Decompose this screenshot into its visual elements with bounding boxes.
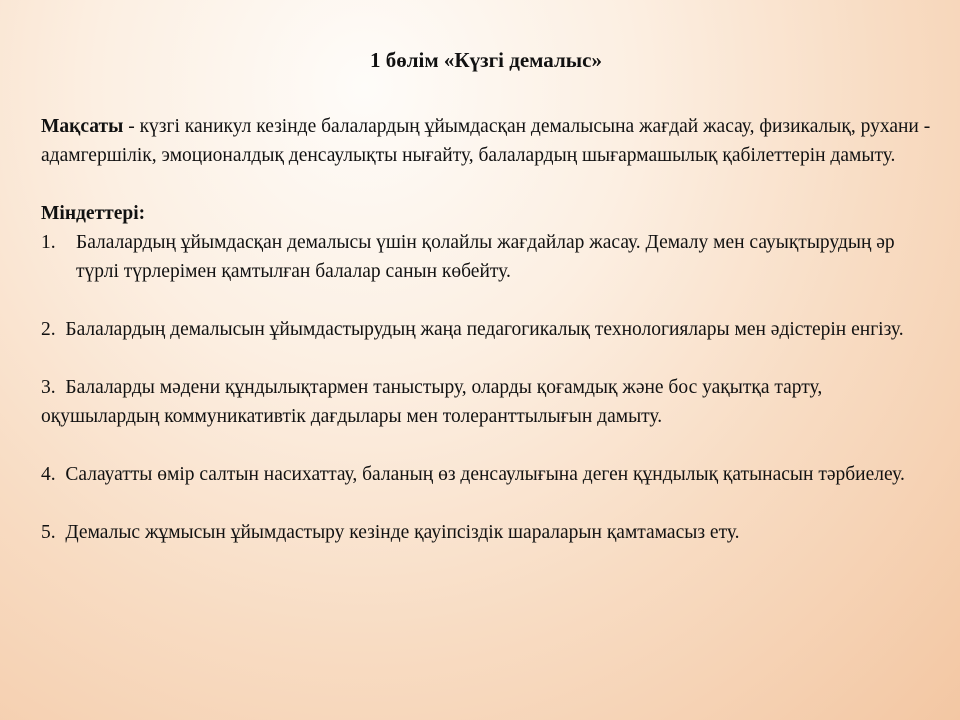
slide-body (41, 112, 931, 547)
task-text: Балалардың демалысын ұйымдастырудың жаңа педагогикалық технологиялары мен әдістерін енгізу. (65, 319, 904, 340)
task-item-2 (41, 315, 931, 344)
task-text: Балалардың ұйымдасқан демалысы үшін қолайлы жағдайлар жасау. Демалу мен сауықтырудың әр түрлі түрлерімен қамтылған балалар санын көбейту. (76, 232, 895, 282)
spacer (41, 489, 931, 518)
task-item-1 (41, 228, 931, 286)
task-item-5 (41, 518, 931, 547)
task-number: 2. (41, 319, 56, 340)
task-item-3 (41, 373, 931, 431)
task-number: 5. (41, 522, 56, 543)
task-text: Салауатты өмір салтын насихаттау, баланың өз денсаулығына деген құндылық қатынасын тәрбиелеу. (65, 464, 905, 485)
spacer (41, 344, 931, 373)
task-text: Балаларды мәдени құндылықтармен таныстыру, оларды қоғамдық және бос уақытқа тарту, оқушылардың коммуникативтік дағдылары мен толеранттылығын дамыту. (41, 377, 823, 427)
task-number: 3. (41, 377, 56, 398)
slide-title (0, 48, 960, 73)
goal-paragraph (41, 112, 931, 170)
spacer (41, 170, 931, 199)
spacer (41, 286, 931, 315)
slide-title-text: 1 бөлім «Күзгі демалыс» (370, 48, 602, 72)
spacer (41, 431, 931, 460)
goal-label: Мақсаты (41, 116, 124, 137)
goal-text: - күзгі каникул кезінде балалардың ұйымдасқан демалысына жағдай жасау, физикалық, рухани - адамгершілік, эмоционалдық денсаулықты нығайту, балалардың шығармашылық қабілеттерін дамыту. (41, 116, 931, 166)
task-number: 4. (41, 464, 56, 485)
task-item-4 (41, 460, 931, 489)
task-text: Демалыс жұмысын ұйымдастыру кезінде қауіпсіздік шараларын қамтамасыз ету. (65, 522, 740, 543)
tasks-label: Міндеттері: (41, 203, 146, 224)
task-number: 1. (41, 232, 56, 253)
